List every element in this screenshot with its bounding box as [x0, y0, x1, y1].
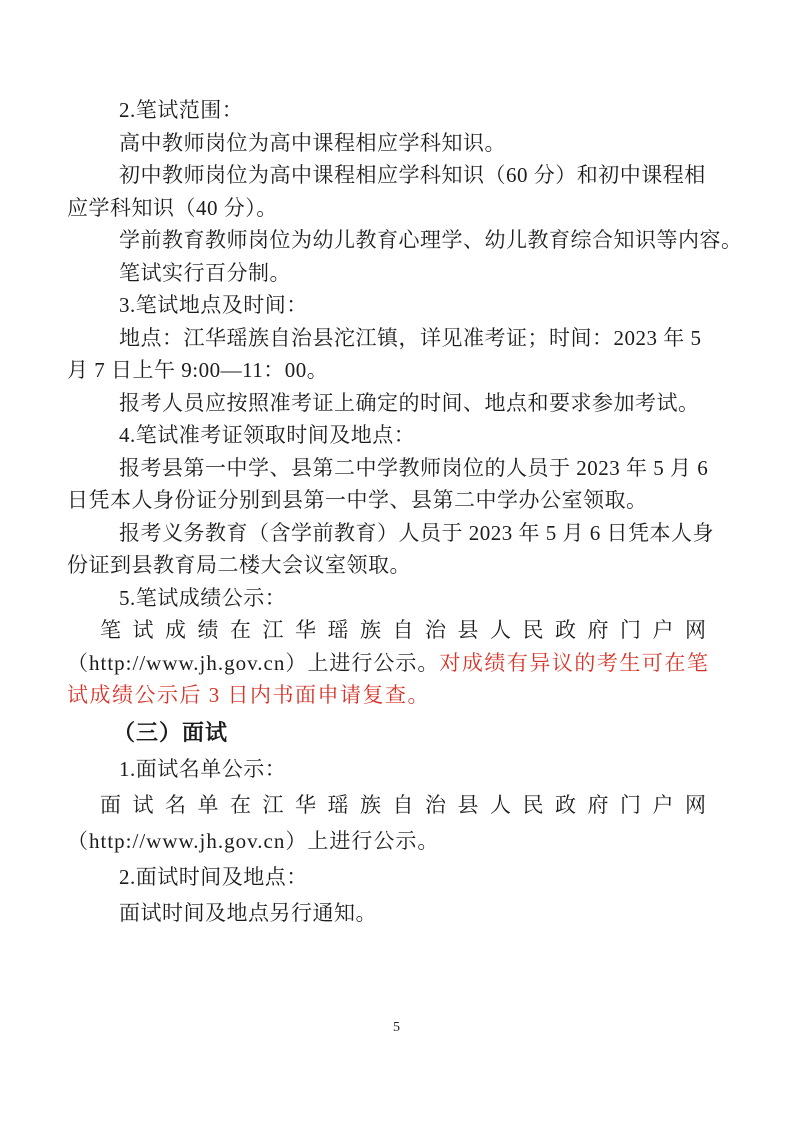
line-ticket-pickup-heading: 4.笔试准考证领取时间及地点：	[119, 423, 416, 447]
line-highschool-scope: 高中教师岗位为高中课程相应学科知识。	[119, 130, 506, 155]
line-score-review-notice-2: 试成绩公示后 3 日内书面申请复查。	[67, 683, 430, 707]
line-admission-ticket-rule: 报考人员应按照准考证上确定的时间、地点和要求参加考试。	[119, 390, 700, 415]
line-test-location-time-2: 月 7 日上午 9:00—11：00。	[67, 358, 329, 382]
line-score-publication-url	[67, 647, 733, 680]
line-interview-list-heading: 1.面试名单公示：	[119, 756, 287, 781]
line-interview-list-site: 面试名单在江华瑶族自治县人民政府门户网	[100, 792, 718, 817]
line-percent-system: 笔试实行百分制。	[119, 260, 291, 285]
line-ticket-pickup-schools-1: 报考县第一中学、县第二中学教师岗位的人员于 2023 年 5 月 6	[119, 455, 709, 480]
line-test-location-time-heading: 3.笔试地点及时间：	[119, 293, 308, 317]
line-ticket-pickup-compulsory-2: 份证到县教育局二楼大会议室领取。	[67, 553, 411, 577]
score-url-text: （http://www.jh.gov.cn）上进行公示。	[67, 650, 440, 675]
line-written-test-scope-heading: 2.笔试范围：	[119, 98, 244, 122]
section-heading-interview: （三）面试	[113, 719, 229, 745]
line-interview-list-url: （http://www.jh.gov.cn）上进行公示。	[67, 828, 440, 853]
line-middleschool-scope-1: 初中教师岗位为高中课程相应学科知识（60 分）和初中课程相	[119, 163, 706, 187]
line-ticket-pickup-compulsory-1: 报考义务教育（含学前教育）人员于 2023 年 5 月 6 日凭本人身	[119, 520, 714, 545]
line-score-publication-site: 笔试成绩在江华瑶族自治县人民政府门户网	[100, 618, 718, 642]
line-preschool-scope: 学前教育教师岗位为幼儿教育心理学、幼儿教育综合知识等内容。	[119, 228, 743, 252]
line-interview-time-heading: 2.面试时间及地点：	[119, 864, 308, 889]
line-middleschool-scope-2: 应学科知识（40 分）。	[67, 195, 278, 220]
page-number: 5	[393, 1020, 400, 1035]
line-interview-time-notice: 面试时间及地点另行通知。	[119, 900, 377, 925]
score-review-notice-red-text: 对成绩有异议的考生可在笔	[439, 650, 710, 675]
line-test-location-time-1: 地点：江华瑶族自治县沱江镇，详见准考证；时间：2023 年 5	[119, 325, 702, 350]
line-ticket-pickup-schools-2: 日凭本人身份证分别到县第一中学、县第二中学办公室领取。	[67, 488, 648, 512]
line-score-publication-heading: 5.笔试成绩公示：	[119, 585, 287, 610]
